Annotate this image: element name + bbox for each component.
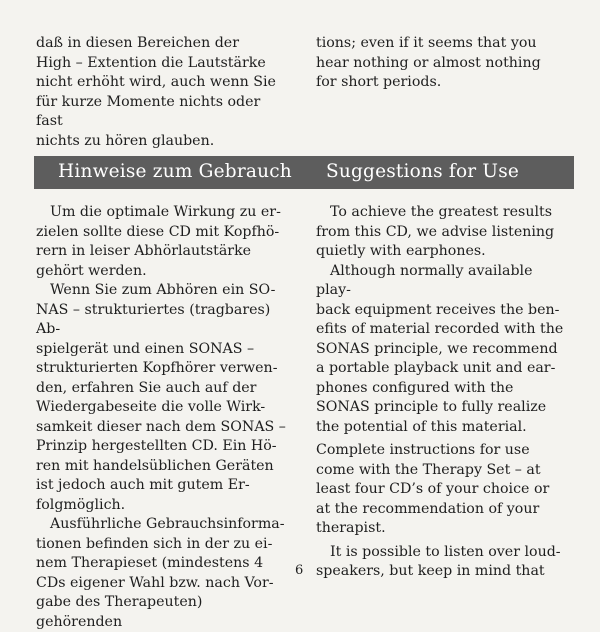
paragraph-2: Wenn Sie zum Abhören ein SO- NAS – strukturiertes (tragbares) Ab- spielgerät und einen SONAS – strukturierten Kopfhörer verwen- den, erfahren Sie auch auf der Wiedergabeseite die volle Wirk- samkeit dieser nach dem SONAS – Prinzip hergestellten CD. Ein Hö- ren mit handelsüblichen Geräten ist jedoch auch mit gutem Er- folgmöglich. <box>36 282 286 513</box>
paragraph-1: To achieve the greatest results from this CD, we advise listening quietly with earphones. <box>316 204 555 259</box>
english-top-text <box>316 34 566 93</box>
german-column <box>36 203 286 632</box>
paragraph-3: Complete instructions for use come with the Therapy Set – at least four CD’s of your choice or at the recommendation of your therapist. <box>316 442 550 536</box>
paragraph: daß in diesen Bereichen der High – Extention die Lautstärke nicht erhöht wird, auch wenn Sie für kurze Momente nichts oder fast nichts zu hören glauben. <box>36 35 276 149</box>
paragraph-3: Ausführliche Gebrauchsinforma- tionen befinden sich in der zu ei- nem Therapieset (mindestens 4 CDs eigener Wahl bzw. nach Vor- gabe des Therapeuten) gehörenden <box>36 516 285 630</box>
section-heading-band <box>34 156 574 189</box>
paragraph-4: It is possible to listen over loud- speakers, but keep in mind that <box>316 543 561 579</box>
english-column <box>316 203 566 437</box>
german-heading: Hinweise zum Gebrauch <box>58 161 292 182</box>
english-column-lower <box>316 441 566 582</box>
german-top-text <box>36 34 286 151</box>
english-heading: Suggestions for Use <box>326 161 520 182</box>
paragraph-1: Um die optimale Wirkung zu er- zielen sollte diese CD mit Kopfhö- rern in leiser Abhörlautstärke gehört werden. <box>36 204 281 279</box>
page-number: 6 <box>295 563 304 578</box>
paragraph: tions; even if it seems that you hear nothing or almost nothing for short periods. <box>316 35 541 90</box>
paragraph-2: Although normally available play- back equipment receives the ben- efits of material recorded with the SONAS principle, we recommend a portable playback unit and ear- phones configured with the SONAS principle to fully realize the potential of this material. <box>316 262 564 435</box>
